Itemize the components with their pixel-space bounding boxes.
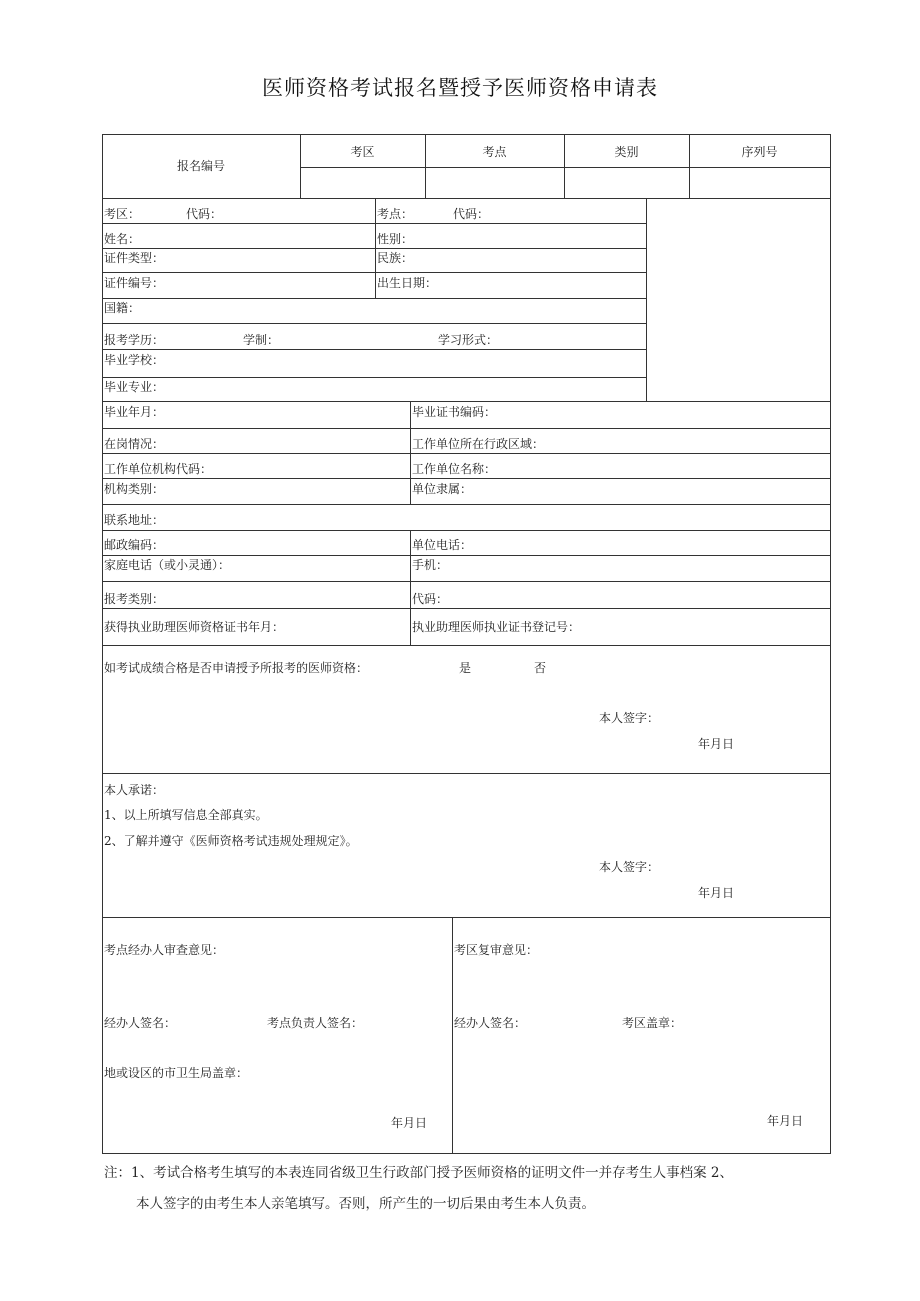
header-exam-area: 考区 (350, 145, 375, 159)
category-code-field[interactable]: 代码： (412, 592, 449, 606)
school-field[interactable]: 毕业学校： (104, 353, 165, 367)
education-field[interactable]: 报考学历： (104, 333, 165, 347)
diploma-no-field[interactable]: 毕业证书编码： (412, 405, 497, 419)
affiliation-field[interactable]: 单位隶属： (412, 482, 473, 496)
note-line-2: 本人签字的由考生本人亲笔填写。否则，所产生的一切后果由考生本人负责。 (136, 1196, 595, 1212)
gender-field[interactable]: 性别： (377, 232, 414, 246)
right-date: 年月日 (767, 1114, 804, 1128)
header-serial: 序列号 (741, 145, 778, 159)
ethnicity-field[interactable]: 民族： (377, 251, 414, 265)
site-code-field[interactable]: 代码： (453, 207, 490, 221)
category-value-cell[interactable] (564, 168, 689, 198)
header-exam-site: 考点 (482, 145, 507, 159)
site-head-sign[interactable]: 考点负责人签名： (267, 1016, 364, 1030)
header-category: 类别 (614, 145, 639, 159)
grad-date-field[interactable]: 毕业年月： (104, 405, 165, 419)
apply-no-option[interactable]: 否 (534, 661, 547, 675)
name-field[interactable]: 姓名： (104, 232, 141, 246)
assistant-cert-date-field[interactable]: 获得执业助理医师资格证书年月： (104, 620, 285, 634)
pledge-item-1: 1、以上所填写信息全部真实。 (104, 808, 268, 822)
assistant-cert-no-field[interactable]: 执业助理医师执业证书登记号： (412, 620, 581, 634)
unit-phone-field[interactable]: 单位电话： (412, 538, 473, 552)
pledge-signature[interactable]: 本人签字： (599, 860, 660, 874)
work-unit-field[interactable]: 工作单位名称： (412, 462, 497, 476)
area-seal[interactable]: 考区盖章： (622, 1016, 683, 1030)
program-length-field[interactable]: 学制： (243, 333, 280, 347)
exam-site-field[interactable]: 考点： (377, 207, 414, 221)
postcode-field[interactable]: 邮政编码： (104, 538, 165, 552)
id-number-field[interactable]: 证件编号： (104, 276, 165, 290)
pledge-date: 年月日 (698, 886, 735, 900)
exam-category-field[interactable]: 报考类别： (104, 592, 165, 606)
pledge-title: 本人承诺： (104, 783, 165, 797)
exam-site-value-cell[interactable] (425, 168, 564, 198)
photo-area[interactable] (647, 199, 830, 401)
org-type-field[interactable]: 机构类别： (104, 482, 165, 496)
note-line-1: 注：1、考试合格考生填写的本表连同省级卫生行政部门授予医师资格的证明文件一并存考生人事档案 2、 (104, 1165, 733, 1181)
left-date: 年月日 (391, 1116, 428, 1130)
area-opinion[interactable]: 考区复审意见： (454, 943, 539, 957)
form-title: 医师资格考试报名暨授予医师资格申请表 (262, 76, 658, 100)
home-phone-field[interactable]: 家庭电话（或小灵通）： (104, 558, 231, 572)
site-handler-sign[interactable]: 经办人签名： (104, 1016, 177, 1030)
nationality-field[interactable]: 国籍： (104, 301, 141, 315)
birth-date-field[interactable]: 出生日期： (377, 276, 438, 290)
serial-value-cell[interactable] (689, 168, 830, 198)
work-region-field[interactable]: 工作单位所在行政区域： (412, 437, 545, 451)
study-form-field[interactable]: 学习形式： (438, 333, 499, 347)
exam-area-field[interactable]: 考区： (104, 207, 141, 221)
apply-date: 年月日 (698, 737, 735, 751)
health-bureau-seal[interactable]: 地或设区的市卫生局盖章： (104, 1066, 249, 1080)
apply-yes-option[interactable]: 是 (459, 661, 472, 675)
apply-question: 如考试成绩合格是否申请授予所报考的医师资格： (104, 661, 369, 675)
area-code-field[interactable]: 代码： (186, 207, 223, 221)
pledge-item-2: 2、了解并遵守《医师资格考试违规处理规定》。 (104, 834, 358, 848)
id-type-field[interactable]: 证件类型： (104, 251, 165, 265)
area-handler-sign[interactable]: 经办人签名： (454, 1016, 527, 1030)
site-opinion[interactable]: 考点经办人审查意见： (104, 943, 225, 957)
major-field[interactable]: 毕业专业： (104, 380, 165, 394)
reg-no-label: 报名编号 (176, 159, 225, 173)
apply-signature[interactable]: 本人签字： (599, 711, 660, 725)
org-code-field[interactable]: 工作单位机构代码： (104, 462, 213, 476)
mobile-field[interactable]: 手机： (412, 558, 449, 572)
address-field[interactable]: 联系地址： (104, 513, 165, 527)
employment-field[interactable]: 在岗情况： (104, 437, 165, 451)
exam-area-value-cell[interactable] (300, 168, 425, 198)
